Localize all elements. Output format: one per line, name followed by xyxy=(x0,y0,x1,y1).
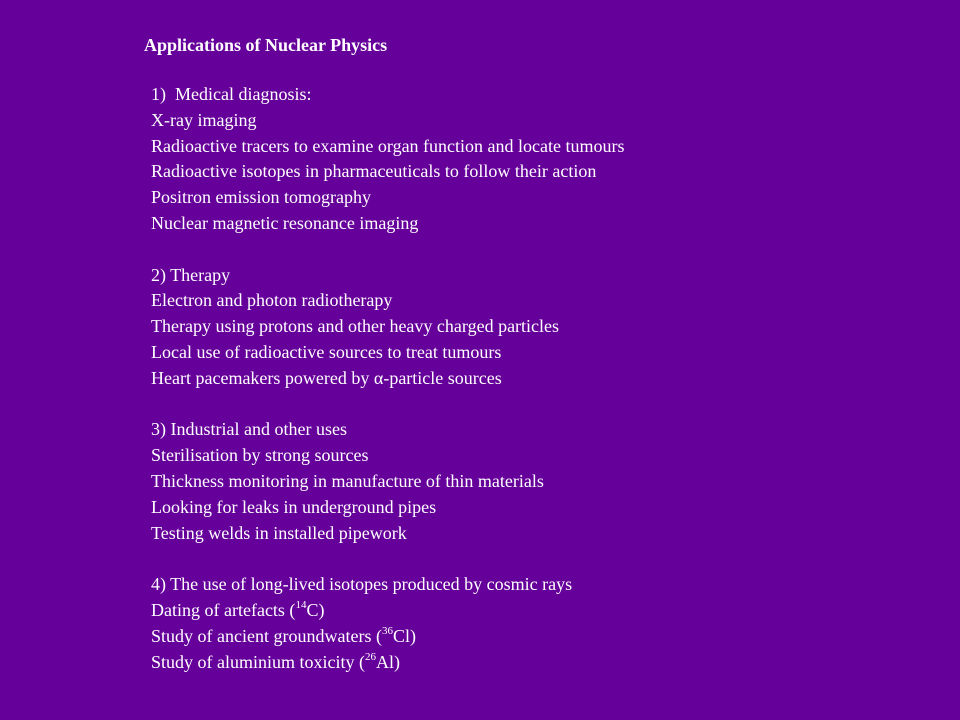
slide-title: Applications of Nuclear Physics xyxy=(144,35,388,55)
spacer xyxy=(151,546,625,572)
isotope-mass-number: 26 xyxy=(365,650,376,663)
list-item: Sterilisation by strong sources xyxy=(151,445,369,466)
item-text-after: C) xyxy=(306,599,325,620)
spacer xyxy=(151,392,625,418)
list-item xyxy=(151,624,625,650)
list-item: Electron and photon radiotherapy xyxy=(151,290,393,311)
list-item: Heart pacemakers powered by α-particle sources xyxy=(151,367,502,388)
isotope-mass-number: 14 xyxy=(295,598,307,611)
section-heading-text: Medical diagnosis: xyxy=(175,84,312,104)
list-item: Local use of radioactive sources to treat tumours xyxy=(151,341,502,362)
section-heading-therapy: 2) Therapy xyxy=(151,264,231,285)
list-item: Radioactive isotopes in pharmaceuticals to follow their action xyxy=(151,161,597,182)
item-text: Study of ancient groundwaters ( xyxy=(151,625,382,646)
list-item: Radioactive tracers to examine organ function and locate tumours xyxy=(151,135,625,156)
slide-body xyxy=(151,82,625,675)
list-item: Thickness monitoring in manufacture of thin materials xyxy=(151,470,544,491)
list-item: Looking for leaks in underground pipes xyxy=(151,496,437,517)
list-item: Therapy using protons and other heavy charged particles xyxy=(151,316,560,337)
section-heading-cosmic-ray-isotopes: 4) The use of long-lived isotopes produced by cosmic rays xyxy=(151,574,573,595)
section-heading-industrial: 3) Industrial and other uses xyxy=(151,419,347,440)
item-text-after: Cl) xyxy=(392,625,416,646)
list-item: Nuclear magnetic resonance imaging xyxy=(151,212,419,233)
list-item: Testing welds in installed pipework xyxy=(151,522,407,543)
isotope-mass-number: 36 xyxy=(381,624,393,637)
section-heading-medical-diagnosis xyxy=(151,82,625,108)
spacer xyxy=(151,237,625,263)
item-text: Dating of artefacts ( xyxy=(151,599,296,620)
list-item: Positron emission tomography xyxy=(151,187,371,208)
section-number: 1) xyxy=(151,84,166,104)
list-item xyxy=(151,650,625,676)
list-item: X-ray imaging xyxy=(151,109,257,130)
item-text: Study of aluminium toxicity ( xyxy=(151,651,365,672)
list-item xyxy=(151,598,625,624)
item-text-after: Al) xyxy=(376,651,400,672)
